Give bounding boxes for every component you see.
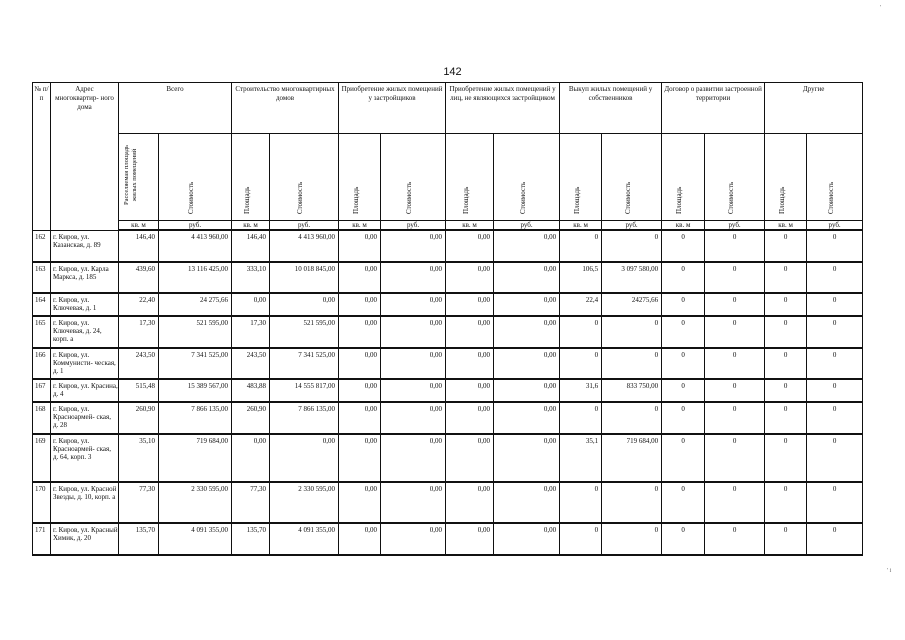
cell-cost: 0,00 xyxy=(381,482,446,523)
cell-cost: 0 xyxy=(705,482,765,523)
cell-cost: 719 684,00 xyxy=(159,434,232,482)
row-address: г. Киров, ул. Ключевая, д. 1 xyxy=(51,293,119,316)
cell-cost: 0 xyxy=(705,402,765,434)
unit-label: кв. м xyxy=(560,221,602,231)
unit-label: руб. xyxy=(159,221,232,231)
cell-area: 0,00 xyxy=(339,262,381,293)
cell-cost: 0,00 xyxy=(381,348,446,379)
table-row xyxy=(33,348,863,379)
cell-area: 0 xyxy=(560,482,602,523)
header-group-construction: Строительство многоквартирных домов xyxy=(232,83,339,134)
cell-cost: 0 xyxy=(807,482,863,523)
cell-cost: 0 xyxy=(807,379,863,402)
cell-area: 77,30 xyxy=(119,482,159,523)
cell-area: 0,00 xyxy=(339,523,381,555)
cell-area: 17,30 xyxy=(232,316,270,348)
cell-area: 35,10 xyxy=(119,434,159,482)
cell-area: 0 xyxy=(560,402,602,434)
cell-cost: 0 xyxy=(807,230,863,262)
unit-label: кв. м xyxy=(765,221,807,231)
cell-area: 0,00 xyxy=(446,402,494,434)
cell-cost: 4 091 355,00 xyxy=(270,523,339,555)
cell-area: 0,00 xyxy=(339,434,381,482)
cell-area: 333,10 xyxy=(232,262,270,293)
table-row xyxy=(33,482,863,523)
row-address: г. Киров, ул. Казанская, д. 89 xyxy=(51,230,119,262)
row-number: 167 xyxy=(33,379,51,402)
cell-area: 0,00 xyxy=(446,482,494,523)
cell-area: 106,5 xyxy=(560,262,602,293)
cell-area: 135,70 xyxy=(119,523,159,555)
table-row xyxy=(33,262,863,293)
subheader-area: Площадь xyxy=(446,134,494,221)
cell-area: 0 xyxy=(662,434,705,482)
cell-area: 0 xyxy=(765,523,807,555)
cell-cost: 0 xyxy=(807,434,863,482)
cell-cost: 0,00 xyxy=(494,482,560,523)
cell-area: 0,00 xyxy=(339,230,381,262)
cell-area: 0 xyxy=(765,402,807,434)
unit-label: руб. xyxy=(270,221,339,231)
cell-area: 0,00 xyxy=(446,348,494,379)
cell-cost: 0 xyxy=(807,402,863,434)
subheader-cost: Стоимость xyxy=(705,134,765,221)
cell-cost: 0,00 xyxy=(381,293,446,316)
cell-cost: 0 xyxy=(705,262,765,293)
row-number: 165 xyxy=(33,316,51,348)
cell-cost: 521 595,00 xyxy=(270,316,339,348)
cell-cost: 0 xyxy=(807,348,863,379)
subheader-cost: Стоимость xyxy=(270,134,339,221)
page-number: 142 xyxy=(443,66,462,78)
cell-area: 0 xyxy=(560,230,602,262)
cell-cost: 2 330 595,00 xyxy=(159,482,232,523)
cell-area: 22,40 xyxy=(119,293,159,316)
cell-area: 0 xyxy=(662,316,705,348)
cell-area: 260,90 xyxy=(119,402,159,434)
cell-area: 260,90 xyxy=(232,402,270,434)
cell-cost: 4 091 355,00 xyxy=(159,523,232,555)
cell-cost: 0,00 xyxy=(494,230,560,262)
header-group-total: Всего xyxy=(119,83,232,134)
cell-cost: 0 xyxy=(602,482,662,523)
cell-cost: 833 750,00 xyxy=(602,379,662,402)
header-group-development-agreement: Договор о развитии застроенной территории xyxy=(662,83,765,134)
cell-cost: 2 330 595,00 xyxy=(270,482,339,523)
table-row xyxy=(33,316,863,348)
cell-cost: 24275,66 xyxy=(602,293,662,316)
cell-cost: 0,00 xyxy=(381,402,446,434)
cell-cost: 0 xyxy=(602,402,662,434)
subheader-cost: Стоимость xyxy=(494,134,560,221)
cell-area: 243,50 xyxy=(232,348,270,379)
cell-cost: 0,00 xyxy=(494,402,560,434)
unit-label: кв. м xyxy=(232,221,270,231)
cell-cost: 0,00 xyxy=(381,434,446,482)
cell-cost: 0 xyxy=(602,523,662,555)
table-row xyxy=(33,293,863,316)
row-number: 169 xyxy=(33,434,51,482)
margin-mark-bottom: ' i xyxy=(887,568,892,574)
cell-area: 22,4 xyxy=(560,293,602,316)
header-group-purchase-developers: Приобретение жилых помещений у застройщиков xyxy=(339,83,446,134)
row-address: г. Киров, ул. Ключевая, д. 24, корп. а xyxy=(51,316,119,348)
cell-area: 0,00 xyxy=(446,230,494,262)
cell-cost: 0 xyxy=(705,523,765,555)
cell-area: 0,00 xyxy=(339,316,381,348)
cell-cost: 4 413 960,00 xyxy=(270,230,339,262)
table-row xyxy=(33,230,863,262)
row-address: г. Киров, ул. Красноармей- ская, д. 28 xyxy=(51,402,119,434)
header-group-purchase-non-developers: Приобретение жилых помещений у лиц, не являющихся застройщиком xyxy=(446,83,560,134)
cell-cost: 0 xyxy=(807,293,863,316)
unit-label: руб. xyxy=(494,221,560,231)
cell-cost: 719 684,00 xyxy=(602,434,662,482)
cell-area: 0,00 xyxy=(446,523,494,555)
unit-label: руб. xyxy=(807,221,863,231)
cell-cost: 0 xyxy=(602,316,662,348)
cell-area: 0,00 xyxy=(446,293,494,316)
unit-label: кв. м xyxy=(119,221,159,231)
cell-cost: 14 555 817,00 xyxy=(270,379,339,402)
cell-cost: 0,00 xyxy=(381,379,446,402)
cell-area: 31,6 xyxy=(560,379,602,402)
cell-cost: 4 413 960,00 xyxy=(159,230,232,262)
header-address: Адрес многоквартир- ного дома xyxy=(51,83,119,231)
subheader-area: Площадь xyxy=(232,134,270,221)
cell-area: 0 xyxy=(662,230,705,262)
cell-cost: 0 xyxy=(705,379,765,402)
cell-cost: 0,00 xyxy=(494,316,560,348)
cell-area: 0,00 xyxy=(446,262,494,293)
subheader-cost: Стоимость xyxy=(381,134,446,221)
cell-cost: 0,00 xyxy=(494,523,560,555)
unit-label: руб. xyxy=(381,221,446,231)
cell-area: 0,00 xyxy=(339,348,381,379)
subheader-cost: Стоимость xyxy=(807,134,863,221)
cell-area: 483,88 xyxy=(232,379,270,402)
cell-area: 146,40 xyxy=(119,230,159,262)
cell-cost: 0 xyxy=(807,316,863,348)
cell-cost: 10 018 845,00 xyxy=(270,262,339,293)
cell-cost: 7 341 525,00 xyxy=(159,348,232,379)
cell-cost: 0,00 xyxy=(270,434,339,482)
cell-area: 0 xyxy=(765,379,807,402)
cell-area: 0 xyxy=(560,348,602,379)
cell-cost: 3 097 580,00 xyxy=(602,262,662,293)
row-number: 164 xyxy=(33,293,51,316)
cell-cost: 0 xyxy=(602,230,662,262)
housing-resettlement-table xyxy=(32,82,863,556)
cell-area: 0 xyxy=(765,482,807,523)
row-address: г. Киров, ул. Карла Маркса, д. 185 xyxy=(51,262,119,293)
cell-area: 0 xyxy=(765,316,807,348)
cell-cost: 24 275,66 xyxy=(159,293,232,316)
cell-area: 0 xyxy=(560,523,602,555)
cell-area: 515,48 xyxy=(119,379,159,402)
cell-cost: 0 xyxy=(705,230,765,262)
cell-area: 439,60 xyxy=(119,262,159,293)
row-address: г. Киров, ул. Красина, д. 4 xyxy=(51,379,119,402)
cell-area: 0 xyxy=(765,230,807,262)
cell-cost: 0,00 xyxy=(494,434,560,482)
cell-cost: 521 595,00 xyxy=(159,316,232,348)
units-row xyxy=(33,221,863,231)
cell-area: 135,70 xyxy=(232,523,270,555)
row-number: 166 xyxy=(33,348,51,379)
cell-area: 0 xyxy=(662,262,705,293)
cell-area: 0 xyxy=(662,523,705,555)
cell-area: 0,00 xyxy=(232,293,270,316)
header-number: № п/п xyxy=(33,83,51,231)
cell-cost: 0 xyxy=(705,316,765,348)
cell-area: 0 xyxy=(662,293,705,316)
cell-cost: 0,00 xyxy=(381,230,446,262)
row-number: 171 xyxy=(33,523,51,555)
header-group-buyout: Выкуп жилых помещений у собственников xyxy=(560,83,662,134)
subheader-cost: Стоимость xyxy=(602,134,662,221)
row-address: г. Киров, ул. Красноармей- ская, д. 64, корп. 3 xyxy=(51,434,119,482)
unit-label: кв. м xyxy=(446,221,494,231)
cell-area: 0,00 xyxy=(339,482,381,523)
cell-area: 0 xyxy=(765,434,807,482)
cell-cost: 0,00 xyxy=(494,348,560,379)
row-number: 162 xyxy=(33,230,51,262)
cell-cost: 0 xyxy=(602,348,662,379)
cell-cost: 0,00 xyxy=(494,379,560,402)
cell-area: 0 xyxy=(662,482,705,523)
cell-area: 0,00 xyxy=(446,379,494,402)
unit-label: кв. м xyxy=(662,221,705,231)
cell-cost: 0,00 xyxy=(381,316,446,348)
cell-area: 0 xyxy=(765,348,807,379)
cell-cost: 0 xyxy=(807,523,863,555)
unit-label: руб. xyxy=(705,221,765,231)
cell-cost: 0 xyxy=(705,348,765,379)
cell-cost: 13 116 425,00 xyxy=(159,262,232,293)
subheader-area: Площадь xyxy=(765,134,807,221)
cell-area: 0,00 xyxy=(339,379,381,402)
cell-cost: 0,00 xyxy=(494,293,560,316)
cell-area: 146,40 xyxy=(232,230,270,262)
cell-cost: 7 866 135,00 xyxy=(159,402,232,434)
cell-area: 0,00 xyxy=(339,402,381,434)
unit-label: кв. м xyxy=(339,221,381,231)
cell-cost: 0,00 xyxy=(494,262,560,293)
subheader-area: Площадь xyxy=(560,134,602,221)
row-address: г. Киров, ул. Красный Химик, д. 20 xyxy=(51,523,119,555)
cell-area: 0,00 xyxy=(446,316,494,348)
cell-cost: 0,00 xyxy=(381,262,446,293)
cell-area: 0 xyxy=(662,402,705,434)
row-address: г. Киров, ул. Красной Звезды, д. 10, корп. а xyxy=(51,482,119,523)
cell-cost: 7 866 135,00 xyxy=(270,402,339,434)
unit-label: руб. xyxy=(602,221,662,231)
row-address: г. Киров, ул. Коммунисти- ческая, д. 1 xyxy=(51,348,119,379)
cell-cost: 0 xyxy=(705,293,765,316)
cell-area: 35,1 xyxy=(560,434,602,482)
cell-cost: 7 341 525,00 xyxy=(270,348,339,379)
subheader-cost: Стоимость xyxy=(159,134,232,221)
cell-area: 0 xyxy=(662,379,705,402)
cell-cost: 0 xyxy=(705,434,765,482)
cell-area: 77,30 xyxy=(232,482,270,523)
table-body xyxy=(33,230,863,555)
cell-area: 0 xyxy=(560,316,602,348)
cell-area: 0 xyxy=(765,293,807,316)
cell-area: 243,50 xyxy=(119,348,159,379)
subheader-area: Площадь xyxy=(662,134,705,221)
row-number: 168 xyxy=(33,402,51,434)
table-row xyxy=(33,379,863,402)
cell-cost: 0,00 xyxy=(381,523,446,555)
row-number: 163 xyxy=(33,262,51,293)
cell-area: 0,00 xyxy=(446,434,494,482)
cell-cost: 0 xyxy=(807,262,863,293)
cell-area: 0 xyxy=(765,262,807,293)
table-row xyxy=(33,434,863,482)
header-group-other: Другие xyxy=(765,83,863,134)
subheader-resettled-area: Расселяемая площадь жилых помещений xyxy=(119,134,159,221)
cell-area: 0,00 xyxy=(339,293,381,316)
table-row xyxy=(33,402,863,434)
cell-cost: 0,00 xyxy=(270,293,339,316)
row-number: 170 xyxy=(33,482,51,523)
subheader-area: Площадь xyxy=(339,134,381,221)
cell-area: 0 xyxy=(662,348,705,379)
table-row xyxy=(33,523,863,555)
cell-area: 17,30 xyxy=(119,316,159,348)
cell-cost: 15 389 567,00 xyxy=(159,379,232,402)
margin-mark-top: ' xyxy=(880,5,882,11)
cell-area: 0,00 xyxy=(232,434,270,482)
